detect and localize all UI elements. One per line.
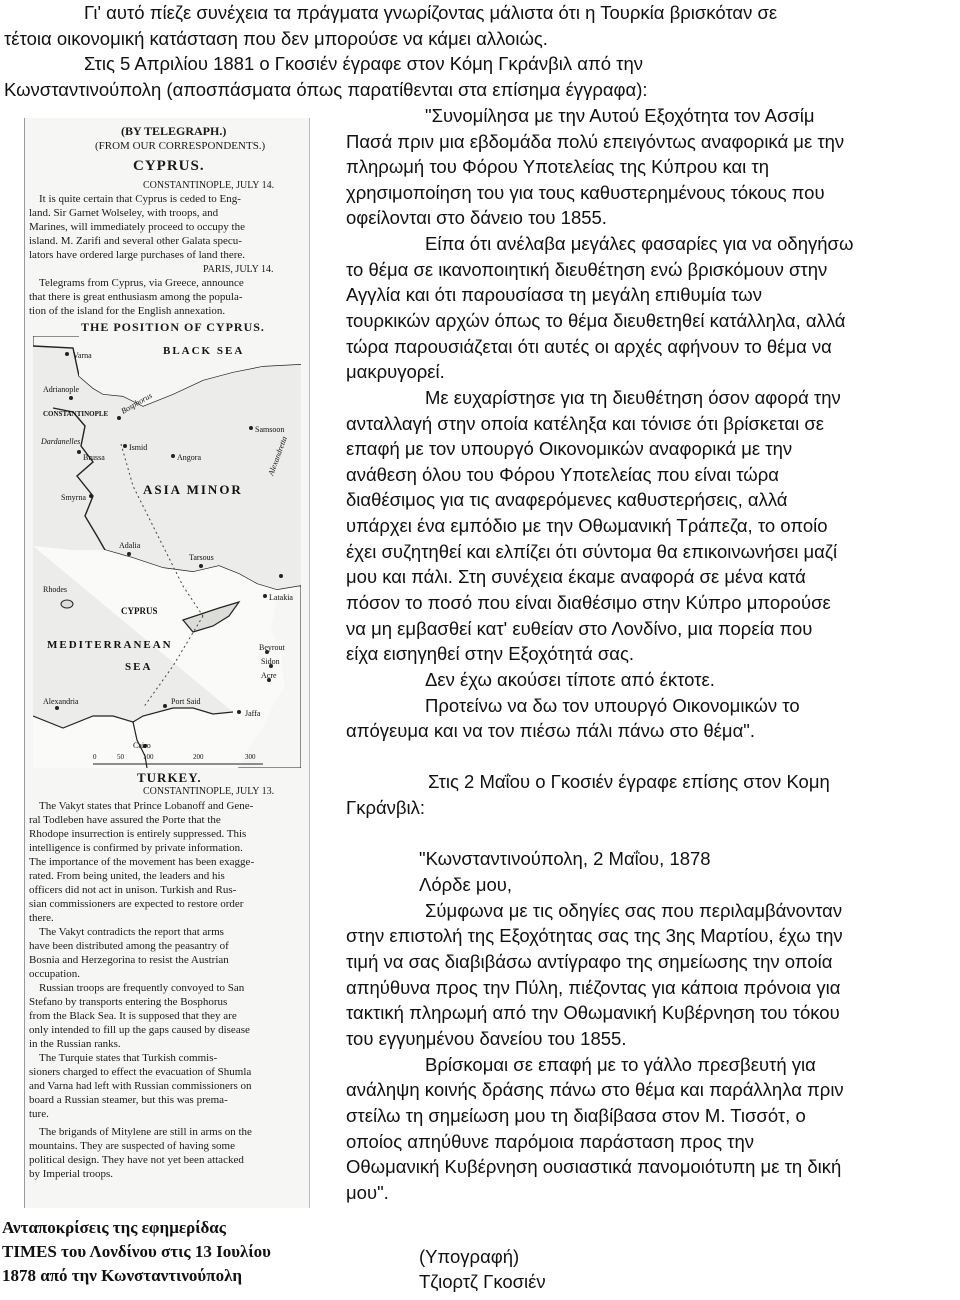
scale-label: 200 <box>193 753 204 761</box>
clip-line: lators have ordered large purchases of land there. <box>29 249 246 261</box>
map-label: Varna <box>73 351 92 360</box>
letter-line: ανταλλαγή στην οποία κατέληξα και τόνισε ότι βρίσκεται σε <box>346 412 825 434</box>
clip-line: island. M. Zarifi and several other Galata specu- <box>29 235 242 247</box>
clip-line: It is quite certain that Cyprus is ceded to Eng- <box>39 193 241 205</box>
caption-line: Ανταποκρίσεις της εφημερίδας <box>2 1218 226 1237</box>
clip-line: officers did not act in unison. Turkish and Rus- <box>29 884 237 896</box>
letter-line: Λόρδε μου, <box>419 874 513 895</box>
letter-line: τακτική πληρωμή από την Οθωμανική Κυβέρνηση του τόκου <box>346 1002 840 1023</box>
clip-line: by Imperial troops. <box>29 1168 114 1180</box>
scale-label: 300 <box>245 753 256 761</box>
map-label: Alexandria <box>43 697 79 706</box>
map-label: SEA <box>125 661 153 673</box>
intro-line: Στις 5 Απριλίου 1881 ο Γκοσιέν έγραφε στον Κόμη Γκράνβιλ από την <box>84 53 643 74</box>
letter-line: το θέμα σε ικανοποιητική διευθέτηση ενώ βρισκόμουν στην <box>346 258 828 280</box>
letter-line: πληρωμή του Φόρου Υποτελείας της Κύπρου και τη <box>346 156 770 177</box>
map-label: Jaffa <box>245 709 261 718</box>
map-label: Bosphorus <box>119 390 154 416</box>
map-label: Latakia <box>269 593 293 602</box>
clip-line: The brigands of Mitylene are still in arms on the <box>39 1126 252 1138</box>
map-label: Beyrout <box>259 643 285 652</box>
letter-line: υπάρχει ένα εμπόδιο με την Οθωμανική Τράπεζα, το οποίο <box>346 515 828 536</box>
letter-line: στην επιστολή της Εξοχότητας σας της 3ης Μαρτίου, έχω την <box>346 925 843 946</box>
clip-line: tion of the island for the English annexation. <box>29 305 226 317</box>
letter-line: πόσον το ποσό που είναι διαθέσιμο στην Κύπρο μπορούσε <box>346 592 831 613</box>
map-label: Ismid <box>129 443 148 452</box>
letter-line: "Κωνσταντινούπολη, 2 Μαΐου, 1878 <box>419 848 711 869</box>
letter-line: Οθωμανική Κυβέρνηση ουσιαστικά πανομοιότυπη με τη δική <box>346 1156 842 1177</box>
caption-line: TIMES του Λονδίνου στις 13 Ιουλίου <box>2 1242 271 1261</box>
map-label: Port Said <box>171 697 201 706</box>
clip-line: The Turquie states that Turkish commis- <box>39 1052 218 1064</box>
map-label: Dardanelles <box>41 437 81 446</box>
letter-line: έχει συζητηθεί και ελπίζει ότι σύντομα θα επικοινωνήσει μαζί <box>346 540 838 562</box>
clipping-caption <box>2 1216 322 1288</box>
letter-line: Βρίσκομαι σε επαφή με το γάλλο πρεσβευτή για <box>425 1053 816 1075</box>
map-label: Adrianople <box>43 385 79 394</box>
letter-line: μου". <box>346 1182 389 1203</box>
clip-line: CONSTANTINOPLE, JULY 13. <box>143 786 275 797</box>
clip-line: and Varna had left with Russian commissioners on <box>29 1080 252 1092</box>
letter-line: του εγγυημένου δανείου του 1855. <box>346 1028 627 1049</box>
caption-line: 1878 από την Κωνσταντινούπολη <box>2 1266 243 1285</box>
letter-line: να μη εμβασθεί κατ' ευθείαν στο Λονδίνο, μια πορεία που <box>346 617 813 639</box>
clip-line: CONSTANTINOPLE, JULY 14. <box>143 180 275 191</box>
clip-line: Stefano by transports entering the Bosphorus <box>29 996 228 1008</box>
letter-line: Δεν έχω ακούσει τίποτε από έκτοτε. <box>425 669 715 690</box>
map-label: Smyrna <box>61 493 86 502</box>
map-label: Tarsous <box>189 553 214 562</box>
map-label: Cairo <box>133 741 151 750</box>
clip-line: TURKEY. <box>137 770 202 785</box>
map-label: ASIA MINOR <box>143 482 243 497</box>
clip-line: sian commissioners are expected to restore order <box>29 898 244 910</box>
clip-line: ral Todleben have assured the Porte that the <box>29 814 221 826</box>
scale-label: 100 <box>143 753 154 761</box>
scale-label: 50 <box>117 753 124 761</box>
clip-line: land. Sir Garnet Wolseley, with troops, and <box>29 207 219 219</box>
map-label: Angora <box>177 453 201 462</box>
clip-line: rated. From being united, the leaders and his <box>29 870 225 882</box>
map-label: Sidon <box>261 657 280 666</box>
map-label: BLACK SEA <box>163 345 245 357</box>
letter-line: απόγευμα και να τον πιέσω πάλι πάνω στο θέμα". <box>346 720 755 741</box>
letter-line: απηύθυνα προς την Πύλη, πιέζοντας για κάποια πρόνοια για <box>346 976 841 998</box>
intro-line: τέτοια οικονομική κατάσταση που δεν μπορούσε να κάμει αλλοιώς. <box>4 27 548 49</box>
clip-line: from the Black Sea. It is supposed that they are <box>29 1010 237 1022</box>
cyprus-region-map <box>33 336 301 768</box>
letter-line: διαθέσιμος για τις αναφερόμενες καθυστερήσεις, αλλά <box>346 489 788 510</box>
clip-line: sioners charged to effect the evacuation of Shumla <box>29 1066 252 1078</box>
letter-line: Προτείνω να δω τον υπουργό Οικονομικών το <box>425 694 800 716</box>
intro-line: Κωνσταντινούπολη (αποσπάσματα όπως παρατίθενται στα επίσημα έγγραφα): <box>4 78 648 100</box>
map-label: Acre <box>261 671 277 680</box>
letter-line: "Συνομίλησα με την Αυτού Εξοχότητα τον Ασσίμ <box>425 105 815 126</box>
letter-line: οφείλονται στο δάνειο του 1855. <box>346 207 607 228</box>
letter-line: μακρυγορεί. <box>346 361 445 382</box>
newspaper-clipping <box>24 118 310 1208</box>
intro2-line: Γκράνβιλ: <box>346 797 426 818</box>
intro2-line: Στις 2 Μαΐου ο Γκοσιέν έγραφε επίσης στον Κομη <box>428 771 830 792</box>
map-label: CYPRUS <box>121 606 158 616</box>
letter-line: είχα εισηγηθεί στην Εξοχότητά σας. <box>346 643 635 664</box>
intro-line: Γι' αυτό πίεζε συνέχεια τα πράγματα γνωρίζοντας μάλιστα ότι η Τουρκία βρισκόταν σε <box>84 2 778 23</box>
clip-line: CYPRUS. <box>133 158 205 174</box>
clip-line: The importance of the movement has been exagge- <box>29 856 255 868</box>
clip-line: have been distributed among the peasantry of <box>29 940 229 952</box>
letter-line: τώρα παρουσιάζεται ότι αυτές οι αρχές αφήνουν το θέμα να <box>346 335 832 357</box>
signature-name: Τζιορτζ Γκοσιέν <box>419 1271 546 1292</box>
letter-line: ανάθεση όλου του Φόρου Υποτελείας που είναι τώρα <box>346 463 779 485</box>
clip-line: Russian troops are frequently convoyed to San <box>39 982 245 994</box>
clip-line: board a Russian steamer, but this was prema- <box>29 1094 228 1106</box>
scale-label: 0 <box>93 753 97 761</box>
letter-line: οποίος απηύθυνε παρόμοια παράσταση προς την <box>346 1130 754 1152</box>
letter-line: Με ευχαρίστησε για τη διευθέτηση όσον αφορά την <box>425 387 841 408</box>
map-label: Samsoon <box>255 425 285 434</box>
clip-line: Bosnia and Herzegorina to resist the Austrian <box>29 954 229 966</box>
clip-line: that there is great enthusiasm among the popula- <box>29 291 243 303</box>
letter-line: ανάληψη κοινής δράσης πάνω στο θέμα και παράλληλα πριν <box>346 1079 844 1100</box>
letter-line: Σύμφωνα με τις οδηγίες σας που περιλαμβάνονταν <box>425 899 843 921</box>
map-label: Adalia <box>119 541 141 550</box>
clip-line: (FROM OUR CORRESPONDENTS.) <box>95 140 266 152</box>
map-label: Rhodes <box>43 585 67 594</box>
clip-line: THE POSITION OF CYPRUS. <box>81 320 265 334</box>
signature-label: (Υπογραφή) <box>419 1246 520 1267</box>
letter-line: μου και πάλι. Στη συνέχεια έκαμε αναφορά σε μένα κατά <box>346 566 806 587</box>
letter-line: χρησιμοποίηση του για τους καθυστερημένους τόκους που <box>346 181 825 203</box>
letter-line: στείλω τη σημείωση μου τη διαβίβασα στον Μ. Τισσότ, ο <box>346 1105 806 1126</box>
clip-line: intelligence is confirmed by private information. <box>29 842 243 854</box>
clip-line: Marines, will immediately proceed to occupy the <box>29 221 245 233</box>
clip-line: Telegrams from Cyprus, via Greece, announce <box>39 277 244 289</box>
clip-line: The Vakyt states that Prince Lobanoff and Gene- <box>39 800 254 812</box>
letter-line: τουρκικών αρχών όπως το θέμα διευθετηθεί κατάλληλα, αλλά <box>346 310 846 331</box>
clip-line: occupation. <box>29 968 81 980</box>
map-label: CONSTANTINOPLE <box>43 410 109 418</box>
letter-line: επαφή με τον υπουργό Οικονομικών αναφορικά με την <box>346 438 793 459</box>
letter-line: Αγγλία και ότι παρουσίασα τη μεγάλη επιθυμία των <box>346 284 762 305</box>
clip-line: The Vakyt contradicts the report that arms <box>39 926 224 938</box>
map-label: MEDITERRANEAN <box>47 639 173 651</box>
letter-line: τιμή να σας διαβιβάσω αντίγραφο της σημείωσης την οποία <box>346 951 833 972</box>
clip-line: only intended to fill up the gaps caused by disease <box>29 1024 250 1036</box>
clip-line: in the Russian ranks. <box>29 1038 121 1050</box>
clip-line: (BY TELEGRAPH.) <box>121 124 227 138</box>
map-label: Alexandretta <box>266 435 289 477</box>
letter-line: Είπα ότι ανέλαβα μεγάλες φασαρίες για να οδηγήσω <box>425 233 854 254</box>
clip-line: there. <box>29 912 54 924</box>
map-label: Brussa <box>83 453 105 462</box>
letter-line: Πασά πριν μια εβδομάδα πολύ επειγόντως αναφορικά με την <box>346 130 845 152</box>
clip-line: ture. <box>29 1108 49 1120</box>
clip-line: political design. They have not yet been attacked <box>29 1154 244 1166</box>
clip-line: mountains. They are suspected of having some <box>29 1140 235 1152</box>
clip-line: PARIS, JULY 14. <box>203 264 274 275</box>
clip-line: Rhodope insurrection is entirely suppressed. This <box>29 828 247 840</box>
